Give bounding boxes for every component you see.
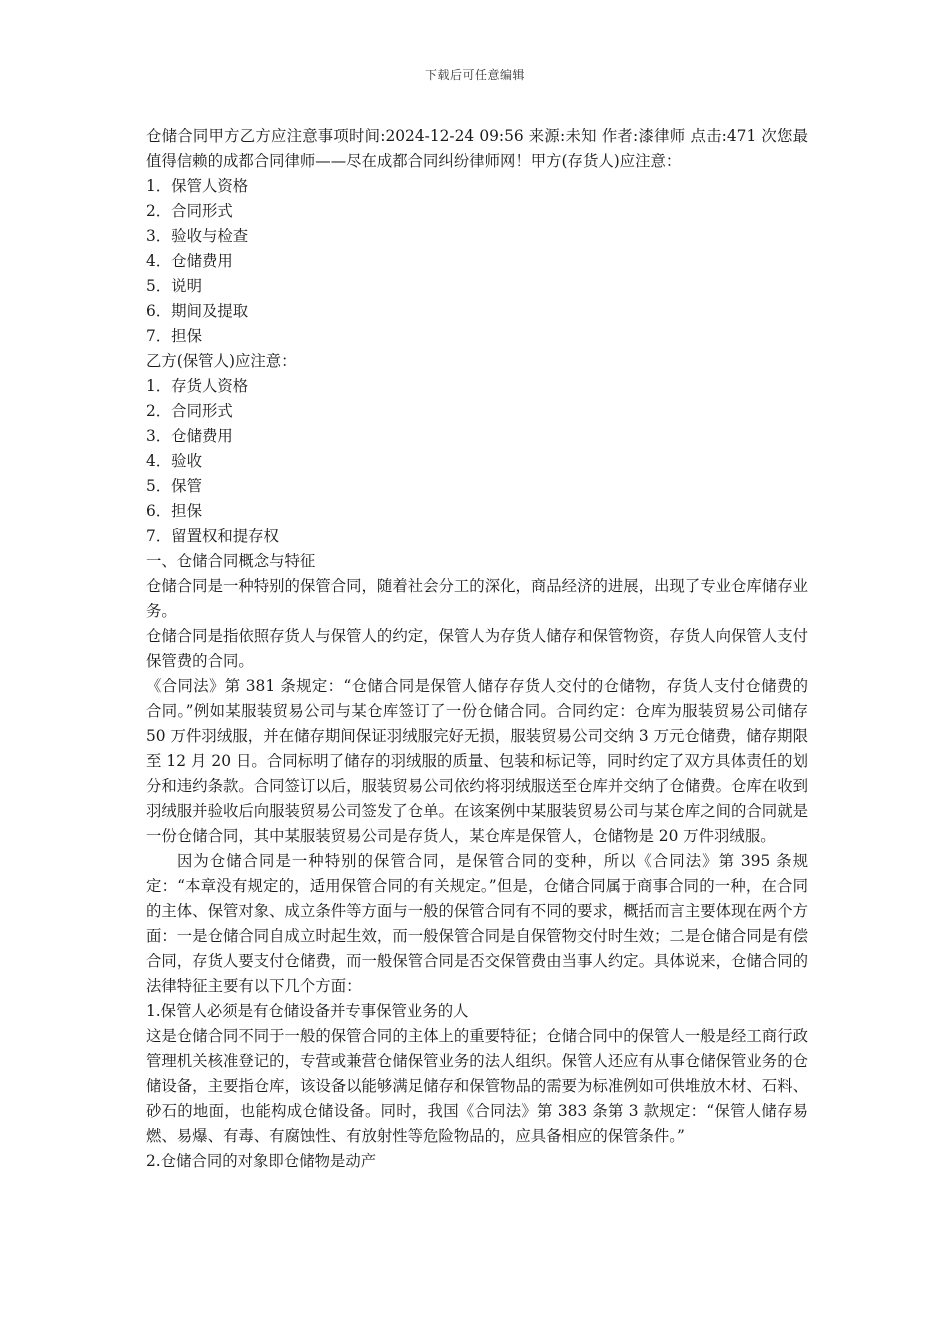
party-a-item: 1．保管人资格	[146, 177, 249, 195]
party-b-heading: 乙方(保管人)应注意：	[146, 352, 297, 370]
body-paragraph: 《合同法》第 381 条规定：“仓储合同是保管人储存存货人交付的仓储物，存货人支付仓储费的合同。”例如某服装贸易公司与某仓库签订了一份仓储合同。合同约定：仓库为服装贸易公司储存 50 万件羽绒服，并在储存期间保证羽绒服完好无损，服装贸易公司交纳 3 万元仓储费，储存期限至 12 月 20 日。合同标明了储存的羽绒服的质量、包装和标记等，同时约定了双方具体责任的划分和违约条款。合同签订以后，服装贸易公司依约将羽绒服送至仓库并交纳了仓储费。仓库在收到羽绒服并验收后向服装贸易公司签发了仓单。在该案例中某服装贸易公司与某仓库之间的合同就是一份仓储合同，其中某服装贸易公司是存货人，某仓库是保管人，仓储物是 20 万件羽绒服。	[146, 677, 808, 845]
point-heading: 2.仓储合同的对象即仓储物是动产	[146, 1152, 377, 1170]
party-b-item: 1．存货人资格	[146, 377, 249, 395]
party-a-item: 2．合同形式	[146, 202, 233, 220]
party-b-item: 3．仓储费用	[146, 427, 233, 445]
point-heading: 1.保管人必须是有仓储设备并专事保管业务的人	[146, 1002, 469, 1020]
body-paragraph: 这是仓储合同不同于一般的保管合同的主体上的重要特征；仓储合同中的保管人一般是经工商行政管理机关核准登记的，专营或兼营仓储保管业务的法人组织。保管人还应有从事仓储保管业务的仓储设备，主要指仓库，该设备以能够满足储存和保管物品的需要为标准例如可供堆放木材、石料、砂石的地面，也能构成仓储设备。同时，我国《合同法》第 383 条第 3 款规定：“保管人储存易燃、易爆、有毒、有腐蚀性、有放射性等危险物品的，应具备相应的保管条件。”	[146, 1027, 808, 1145]
page-header: 下载后可任意编辑	[424, 68, 525, 82]
party-b-item: 2．合同形式	[146, 402, 233, 420]
document-body	[146, 124, 808, 1174]
body-paragraph: 仓储合同是一种特别的保管合同，随着社会分工的深化，商品经济的进展，出现了专业仓库储存业务。	[146, 577, 808, 620]
party-b-item: 7．留置权和提存权	[146, 527, 279, 545]
section-heading: 一、仓储合同概念与特征	[146, 552, 316, 570]
body-paragraph: 因为仓储合同是一种特别的保管合同，是保管合同的变种，所以《合同法》第 395 条规定：“本章没有规定的，适用保管合同的有关规定。”但是，仓储合同属于商事合同的一种，在合同的主体、保管对象、成立条件等方面与一般的保管合同有不同的要求，概括而言主要体现在两个方面：一是仓储合同自成立时起生效，而一般保管合同是自保管物交付时生效；二是仓储合同是有偿合同，存货人要支付仓储费，而一般保管合同是否交保管费由当事人约定。具体说来，仓储合同的法律特征主要有以下几个方面：	[146, 852, 808, 995]
party-b-item: 6．担保	[146, 502, 202, 520]
party-a-item: 4．仓储费用	[146, 252, 233, 270]
party-a-item: 7．担保	[146, 327, 202, 345]
party-a-item: 3．验收与检查	[146, 227, 249, 245]
party-b-item: 5．保管	[146, 477, 202, 495]
party-a-item: 5．说明	[146, 277, 202, 295]
party-b-item: 4．验收	[146, 452, 202, 470]
body-paragraph: 仓储合同是指依照存货人与保管人的约定，保管人为存货人储存和保管物资，存货人向保管人支付保管费的合同。	[146, 627, 808, 670]
intro-paragraph: 仓储合同甲方乙方应注意事项时间:2024-12-24 09:56 来源:未知 作者:漆律师 点击:471 次您最值得信赖的成都合同律师——尽在成都合同纠纷律师网！甲方(存货人)应注意：	[146, 127, 808, 170]
party-a-item: 6．期间及提取	[146, 302, 249, 320]
